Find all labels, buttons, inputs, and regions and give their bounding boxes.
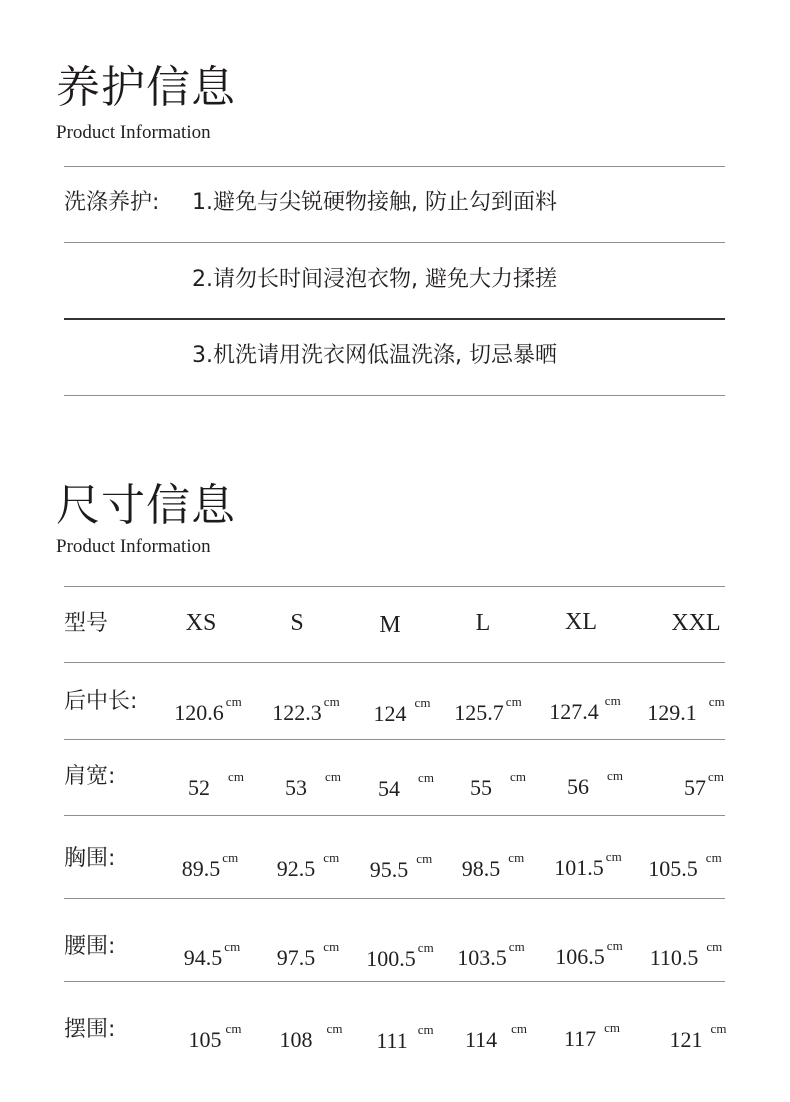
unit-label: cm bbox=[706, 939, 723, 954]
cell-chest-l bbox=[443, 846, 543, 881]
cell-value: 92.5 bbox=[276, 856, 316, 881]
unit-label: cm bbox=[325, 769, 341, 784]
size-header-s: S bbox=[290, 610, 304, 636]
cell-value: 95.5 bbox=[369, 857, 409, 882]
cell-value: 56 bbox=[567, 774, 590, 799]
cell-waist-l bbox=[441, 935, 541, 970]
row-label-chest: 胸围: bbox=[64, 846, 116, 871]
care-subtitle: Product Information bbox=[56, 122, 211, 143]
cell-value: 114 bbox=[464, 1027, 498, 1052]
unit-label: cm bbox=[222, 850, 239, 865]
cell-chest-s bbox=[258, 846, 358, 881]
cell-waist-s bbox=[258, 935, 358, 970]
unit-label: cm bbox=[510, 769, 526, 784]
divider bbox=[64, 395, 725, 396]
cell-length-xl bbox=[535, 689, 635, 724]
size-header-label: 型号 bbox=[64, 611, 109, 636]
cell-value: 55 bbox=[470, 775, 493, 800]
cell-shoulder-xxl bbox=[654, 765, 754, 800]
cell-chest-xxl bbox=[635, 846, 735, 881]
unit-label: cm bbox=[326, 1021, 343, 1036]
size-header-m: M bbox=[379, 612, 401, 638]
divider bbox=[64, 166, 725, 167]
care-line-3: 3.机洗请用洗衣网低温洗涤, 切忌暴晒 bbox=[192, 343, 557, 368]
cell-value: 97.5 bbox=[276, 945, 316, 970]
cell-value: 117 bbox=[563, 1026, 597, 1051]
cell-value: 57 bbox=[684, 775, 707, 800]
care-label: 洗涤养护: bbox=[64, 190, 160, 215]
cell-value: 111 bbox=[376, 1028, 408, 1053]
cell-waist-xl bbox=[539, 934, 639, 969]
row-label-length: 后中长: bbox=[64, 689, 138, 714]
unit-label: cm bbox=[708, 769, 724, 784]
unit-label: cm bbox=[606, 938, 623, 953]
cell-value: 54 bbox=[378, 776, 401, 801]
unit-label: cm bbox=[604, 1020, 621, 1035]
unit-label: cm bbox=[417, 940, 434, 955]
unit-label: cm bbox=[511, 1021, 528, 1036]
row-label-hem: 摆围: bbox=[64, 1017, 116, 1042]
divider bbox=[64, 586, 725, 587]
size-header-l: L bbox=[475, 610, 491, 636]
cell-hem-s bbox=[261, 1017, 361, 1052]
unit-label: cm bbox=[416, 851, 433, 866]
cell-value: 105 bbox=[188, 1027, 222, 1052]
cell-shoulder-s bbox=[263, 765, 363, 800]
care-line-1: 1.避免与尖锐硬物接触, 防止勾到面料 bbox=[192, 190, 557, 215]
unit-label: cm bbox=[417, 1022, 434, 1037]
cell-length-l bbox=[438, 690, 538, 725]
cell-value: 110.5 bbox=[649, 945, 699, 970]
unit-label: cm bbox=[225, 1021, 242, 1036]
unit-label: cm bbox=[705, 850, 722, 865]
care-title: 养护信息 bbox=[56, 62, 236, 113]
cell-chest-xl bbox=[538, 845, 638, 880]
cell-waist-m bbox=[350, 936, 450, 971]
unit-label: cm bbox=[605, 849, 622, 864]
cell-length-xxl bbox=[636, 690, 736, 725]
unit-label: cm bbox=[323, 694, 340, 709]
divider bbox=[64, 662, 725, 663]
cell-value: 89.5 bbox=[181, 856, 221, 881]
row-label-waist: 腰围: bbox=[64, 934, 116, 959]
cell-value: 103.5 bbox=[457, 945, 507, 970]
size-header-xl: XL bbox=[565, 609, 597, 635]
divider bbox=[64, 739, 725, 740]
divider bbox=[64, 815, 725, 816]
unit-label: cm bbox=[505, 694, 522, 709]
cell-value: 127.4 bbox=[549, 699, 599, 724]
cell-value: 125.7 bbox=[454, 700, 504, 725]
cell-waist-xxl bbox=[636, 935, 736, 970]
unit-label: cm bbox=[418, 770, 434, 785]
cell-hem-l bbox=[446, 1017, 546, 1052]
size-subtitle: Product Information bbox=[56, 536, 211, 557]
divider bbox=[64, 898, 725, 899]
cell-hem-xxl bbox=[648, 1017, 748, 1052]
unit-label: cm bbox=[228, 769, 244, 784]
cell-length-s bbox=[256, 690, 356, 725]
unit-label: cm bbox=[225, 694, 242, 709]
unit-label: cm bbox=[508, 850, 525, 865]
unit-label: cm bbox=[604, 693, 621, 708]
care-line-2: 2.请勿长时间浸泡衣物, 避免大力揉搓 bbox=[192, 267, 557, 292]
size-header-xxl: XXL bbox=[671, 610, 721, 636]
unit-label: cm bbox=[224, 939, 241, 954]
unit-label: cm bbox=[323, 850, 340, 865]
unit-label: cm bbox=[414, 695, 431, 710]
cell-value: 106.5 bbox=[555, 944, 605, 969]
cell-shoulder-xs bbox=[166, 765, 266, 800]
cell-value: 108 bbox=[279, 1027, 313, 1052]
divider bbox=[64, 318, 725, 320]
unit-label: cm bbox=[323, 939, 340, 954]
cell-length-xs bbox=[158, 690, 258, 725]
cell-value: 52 bbox=[188, 775, 211, 800]
cell-waist-xs bbox=[162, 935, 262, 970]
unit-label: cm bbox=[708, 694, 725, 709]
cell-value: 105.5 bbox=[648, 856, 698, 881]
cell-length-m bbox=[352, 691, 452, 726]
unit-label: cm bbox=[607, 768, 623, 783]
cell-value: 129.1 bbox=[647, 700, 697, 725]
cell-value: 122.3 bbox=[272, 700, 322, 725]
cell-value: 120.6 bbox=[174, 700, 224, 725]
cell-value: 121 bbox=[669, 1027, 703, 1052]
cell-value: 98.5 bbox=[461, 856, 501, 881]
cell-shoulder-l bbox=[448, 765, 548, 800]
size-title: 尺寸信息 bbox=[56, 480, 236, 531]
size-header-xs: XS bbox=[185, 610, 217, 636]
cell-hem-xl bbox=[542, 1016, 642, 1051]
cell-value: 94.5 bbox=[183, 945, 223, 970]
cell-value: 101.5 bbox=[554, 855, 604, 880]
cell-hem-xs bbox=[165, 1017, 265, 1052]
unit-label: cm bbox=[710, 1021, 727, 1036]
divider bbox=[64, 242, 725, 243]
cell-shoulder-xl bbox=[545, 764, 645, 799]
cell-shoulder-m bbox=[356, 766, 456, 801]
cell-value: 100.5 bbox=[366, 946, 416, 971]
cell-hem-m bbox=[355, 1018, 455, 1053]
cell-value: 124 bbox=[373, 701, 407, 726]
divider bbox=[64, 981, 725, 982]
cell-chest-xs bbox=[160, 846, 260, 881]
cell-chest-m bbox=[351, 847, 451, 882]
row-label-shoulder: 肩宽: bbox=[64, 764, 116, 789]
cell-value: 53 bbox=[285, 775, 308, 800]
unit-label: cm bbox=[508, 939, 525, 954]
